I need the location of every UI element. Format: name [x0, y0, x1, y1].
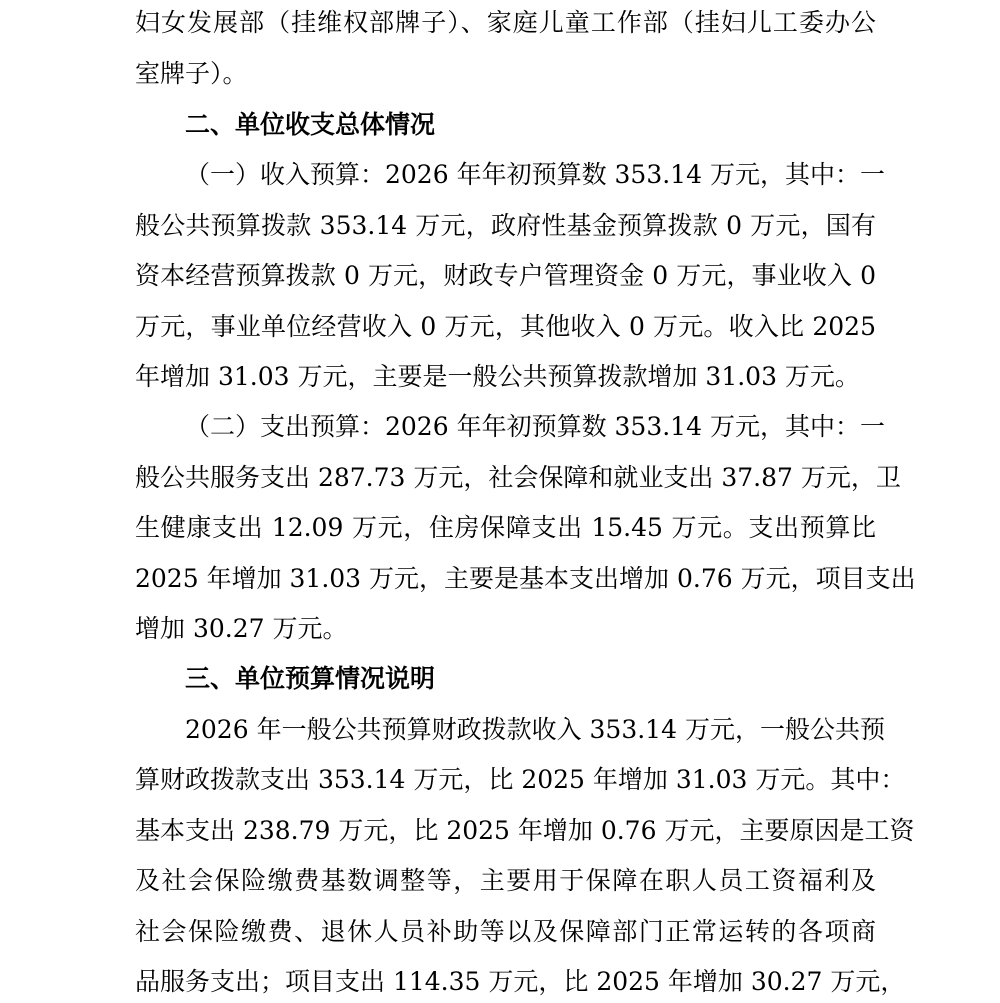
body-line: 生健康支出 12.09 万元，住房保障支出 15.45 万元。支出预算比 — [135, 513, 876, 542]
paragraph-first-line: （一）收入预算：2026 年年初预算数 353.14 万元，其中：一 — [185, 160, 885, 189]
body-line: 2025 年增加 31.03 万元，主要是基本支出增加 0.76 万元，项目支出 — [135, 564, 916, 593]
body-line: 妇女发展部（挂维权部牌子）、家庭儿童工作部（挂妇儿工委办公 — [135, 8, 876, 37]
body-line: 增加 30.27 万元。 — [135, 614, 348, 643]
body-line: 年增加 31.03 万元，主要是一般公共预算拨款增加 31.03 万元。 — [135, 362, 860, 391]
body-line: 基本支出 238.79 万元，比 2025 年增加 0.76 万元，主要原因是工资 — [135, 816, 915, 845]
body-line: 般公共服务支出 287.73 万元，社会保障和就业支出 37.87 万元，卫 — [135, 463, 901, 492]
paragraph-first-line: （二）支出预算：2026 年年初预算数 353.14 万元，其中：一 — [185, 412, 885, 441]
body-line: 社会保险缴费、退休人员补助等以及保障部门正常运转的各项商 — [135, 917, 876, 946]
body-line: 室牌子）。 — [135, 59, 248, 88]
section-heading: 二、单位收支总体情况 — [185, 110, 436, 139]
body-line: 品服务支出；项目支出 114.35 万元，比 2025 年增加 30.27 万元， — [135, 967, 906, 996]
body-line: 及社会保险缴费基数调整等，主要用于保障在职人员工资福利及 — [135, 866, 876, 895]
paragraph-first-line: 2026 年一般公共预算财政拨款收入 353.14 万元，一般公共预 — [185, 715, 885, 744]
body-line: 般公共预算拨款 353.14 万元，政府性基金预算拨款 0 万元，国有 — [135, 211, 876, 240]
body-line: 资本经营预算拨款 0 万元，财政专户管理资金 0 万元，事业收入 0 — [135, 261, 876, 290]
section-heading: 三、单位预算情况说明 — [185, 664, 436, 693]
body-line: 算财政拨款支出 353.14 万元，比 2025 年增加 31.03 万元。其中： — [135, 765, 906, 794]
body-line: 万元，事业单位经营收入 0 万元，其他收入 0 万元。收入比 2025 — [135, 312, 876, 341]
